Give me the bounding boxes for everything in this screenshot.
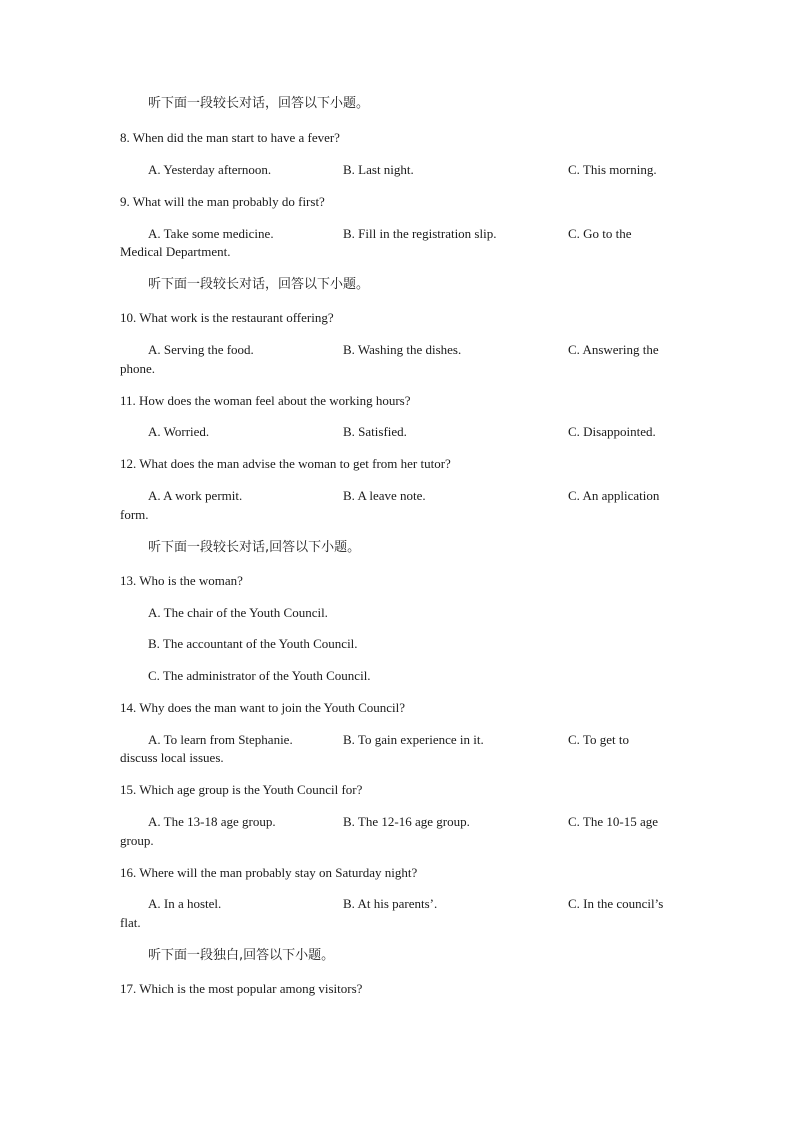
q16-option-a: A. In a hostel. [148,896,222,911]
q11-option-a: A. Worried. [148,424,210,439]
q13-option-c: C. The administrator of the Youth Council. [148,668,371,683]
question-12: 12. What does the man advise the woman to get from her tutor? [120,456,451,471]
section-instruction: 听下面一段较长对话,回答以下小题。 [148,540,361,555]
question-14: 14. Why does the man want to join the Youth Council? [120,700,406,715]
question-17: 17. Which is the most popular among visitors? [120,981,363,996]
q10-option-a: A. Serving the food. [148,342,254,357]
q14-option-c: C. To get to [568,732,629,747]
q16-option-c-continued: flat. [120,915,141,930]
question-15: 15. Which age group is the Youth Council for? [120,782,363,797]
q14-option-a: A. To learn from Stephanie. [148,732,293,747]
q15-option-c-continued: group. [120,833,154,848]
q12-option-b: B. A leave note. [343,488,426,503]
q15-option-c: C. The 10-15 age [568,814,659,829]
question-11: 11. How does the woman feel about the working hours? [120,393,411,408]
q15-option-b: B. The 12-16 age group. [343,814,470,829]
q8-option-b: B. Last night. [343,162,414,177]
q9-option-a: A. Take some medicine. [148,226,274,241]
question-10: 10. What work is the restaurant offering? [120,310,334,325]
q13-option-b: B. The accountant of the Youth Council. [148,636,358,651]
q14-option-c-continued: discuss local issues. [120,750,224,765]
section-instruction: 听下面一段较长对话，回答以下小题。 [148,96,370,111]
q14-option-b: B. To gain experience in it. [343,732,484,747]
q11-option-b: B. Satisfied. [343,424,407,439]
q10-option-c-continued: phone. [120,361,156,376]
question-9: 9. What will the man probably do first? [120,194,325,209]
question-8: 8. When did the man start to have a fever? [120,130,340,145]
q8-option-c: C. This morning. [568,162,657,177]
section-instruction: 听下面一段较长对话，回答以下小题。 [148,277,370,292]
q11-option-c: C. Disappointed. [568,424,656,439]
q16-option-b: B. At his parents’. [343,896,438,911]
question-16: 16. Where will the man probably stay on Saturday night? [120,865,418,880]
q12-option-a: A. A work permit. [148,488,243,503]
q10-option-c: C. Answering the [568,342,659,357]
q9-option-c: C. Go to the [568,226,632,241]
q10-option-b: B. Washing the dishes. [343,342,462,357]
q13-option-a: A. The chair of the Youth Council. [148,605,328,620]
section-instruction: 听下面一段独白,回答以下小题。 [148,948,335,963]
q16-option-c: C. In the council’s [568,896,664,911]
q12-option-c-continued: form. [120,507,149,522]
question-13: 13. Who is the woman? [120,573,243,588]
q9-option-b: B. Fill in the registration slip. [343,226,497,241]
q8-option-a: A. Yesterday afternoon. [148,162,272,177]
q15-option-a: A. The 13-18 age group. [148,814,276,829]
q12-option-c: C. An application [568,488,660,503]
q9-option-c-continued: Medical Department. [120,244,231,259]
